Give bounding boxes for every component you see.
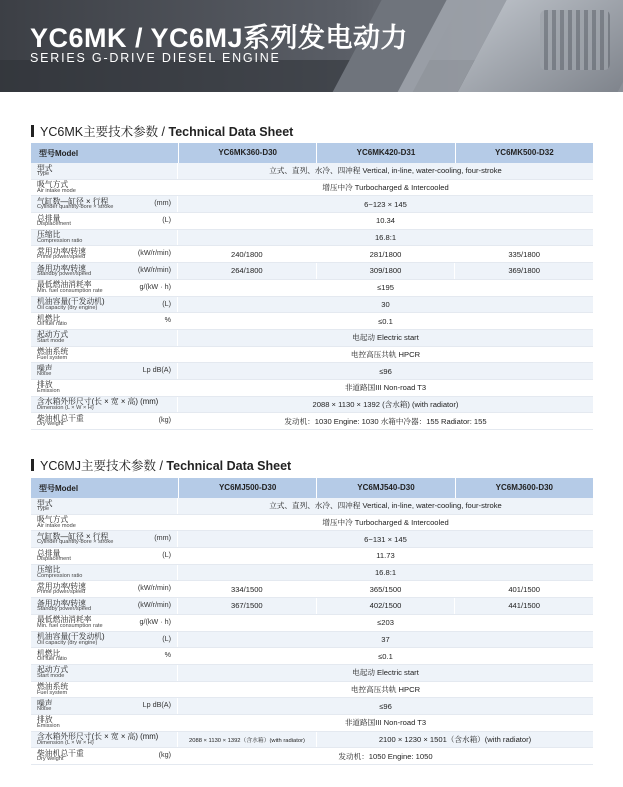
row-label-cn: 型式 [37, 163, 53, 173]
row-value: 电起动 Electric start [352, 333, 419, 343]
section-title-yc6mk [31, 122, 293, 140]
row-label-cn: 常用功率/转速 [37, 246, 86, 256]
row-unit: (L) [162, 215, 171, 225]
row-label [31, 531, 178, 547]
row-label [31, 363, 178, 379]
table-row [31, 615, 593, 632]
row-label-en: Dimension (L × W × H) [37, 739, 94, 746]
row-label [31, 665, 178, 681]
row-label [31, 330, 178, 346]
row-label-en: Cylinder quantity-bore × stroke [37, 539, 114, 546]
table-header [31, 478, 593, 498]
table-row [31, 330, 593, 347]
row-label-cn: 最低燃油消耗率 [37, 280, 92, 290]
table-row [31, 715, 593, 732]
row-unit: Lp dB(A) [142, 700, 171, 710]
row-label-cn: 压缩比 [37, 230, 61, 240]
row-value: 365/1500 [317, 581, 456, 597]
row-label-cn: 总排量 [37, 548, 61, 558]
table-row [31, 213, 593, 230]
row-label-cn: 机油容量(干发动机) [37, 297, 105, 306]
row-label [31, 213, 178, 229]
row-label-en: Emission [37, 722, 60, 729]
row-unit: (kW/r/min) [137, 265, 171, 275]
row-label-en: Cylinder quantity-bore × stroke [37, 204, 114, 211]
row-label-cn: 气缸数—缸径 × 行程 [37, 531, 109, 541]
spec-table-yc6mk [31, 143, 593, 430]
row-label-cn: 含水箱外形尺寸(长 × 宽 × 高) (mm) [37, 732, 159, 742]
row-label-cn: 起动方式 [37, 665, 69, 675]
row-label-en: Start mode [37, 337, 65, 344]
table-row [31, 413, 593, 430]
row-label-cn: 排放 [37, 380, 53, 390]
section-title-en: Technical Data Sheet [166, 459, 292, 473]
row-value: 369/1800 [508, 266, 541, 276]
table-row [31, 498, 593, 515]
row-label-en: Fuel system [37, 689, 68, 696]
table-row [31, 280, 593, 297]
row-unit: g/(kW · h) [139, 281, 171, 291]
row-label [31, 263, 178, 279]
row-label [31, 565, 178, 581]
row-label [31, 230, 178, 246]
row-label-cn: 吸气方式 [37, 515, 69, 525]
row-unit: g/(kW · h) [139, 616, 171, 626]
row-value: 增压中冷 Turbocharged & Intercooled [322, 183, 449, 193]
row-label [31, 413, 178, 429]
row-label-en: Dry weight [37, 421, 64, 428]
row-value: 电起动 Electric start [352, 668, 419, 678]
header-label: 型号Model [39, 483, 79, 493]
section-marker [31, 125, 34, 137]
table-row [31, 515, 593, 532]
row-value: 402/1500 [317, 598, 456, 614]
row-label-cn: 排放 [37, 715, 53, 725]
row-value: 401/1500 [508, 584, 541, 594]
row-label-cn: 最低燃油消耗率 [37, 615, 92, 625]
section-title-yc6mj [31, 456, 291, 474]
row-label-en: Oil capacity (dry engine) [37, 639, 98, 646]
row-label [31, 615, 178, 631]
row-value: 非道路国III Non-road T3 [344, 383, 427, 393]
row-label [31, 313, 178, 329]
row-label-cn: 起动方式 [37, 330, 69, 340]
row-label-en: Start mode [37, 672, 65, 679]
row-label [31, 698, 178, 714]
row-value: 335/1800 [508, 249, 541, 259]
row-unit: (kg) [158, 415, 171, 425]
row-label [31, 280, 178, 296]
spec-table-yc6mj [31, 478, 593, 765]
table-row [31, 163, 593, 180]
table-row [31, 682, 593, 699]
row-label-cn: 燃油系统 [37, 347, 69, 357]
row-label-en: Oil capacity (dry engine) [37, 304, 98, 311]
table-row [31, 648, 593, 665]
row-unit: (L) [162, 550, 171, 560]
row-label-cn: 噪声 [37, 698, 53, 708]
row-label-cn: 柴油机总干重 [37, 748, 84, 758]
row-value: 2088 × 1130 × 1392 (含水箱) (with radiator) [312, 399, 459, 409]
row-unit: (L) [162, 298, 171, 308]
row-label-cn: 型式 [37, 498, 53, 508]
row-value: 立式、直列、水冷、四冲程 Vertical, in-line, water-cooling, four-stroke [269, 166, 502, 176]
row-label-en: Compression ratio [37, 237, 83, 244]
row-label-en: Min. fuel consumption rate [37, 622, 103, 629]
row-label-cn: 气缸数—缸径 × 行程 [37, 196, 109, 206]
row-label-en: Noise [37, 371, 52, 378]
engine-image [540, 10, 610, 70]
row-value: ≤96 [379, 701, 392, 711]
row-value: 6−131 × 145 [364, 534, 407, 544]
row-label-en: Standby power/speed [37, 606, 92, 613]
row-value: 2088 × 1130 × 1392（含水箱）(with radiator) [178, 732, 317, 748]
row-unit: (kW/r/min) [137, 583, 171, 593]
model-column-header: YC6MJ500-D30 [178, 478, 316, 498]
row-label-en: Min. fuel consumption rate [37, 287, 103, 294]
row-label-en: Emission [37, 387, 60, 394]
row-value: 10.34 [375, 216, 395, 226]
table-row [31, 748, 593, 765]
model-column-header: YC6MK420-D31 [316, 143, 454, 163]
row-label-cn: 吸气方式 [37, 180, 69, 190]
row-label [31, 632, 178, 648]
table-row [31, 581, 593, 598]
row-label-cn: 含水箱外形尺寸(长 × 宽 × 高) (mm) [37, 397, 159, 407]
table-row [31, 698, 593, 715]
row-value: 240/1800 [178, 246, 317, 262]
row-label [31, 163, 178, 179]
row-label-en: Prime power/speed [37, 254, 86, 261]
row-label-en: Type [37, 506, 50, 512]
row-value: 264/1800 [178, 263, 317, 279]
table-row [31, 230, 593, 247]
table-row [31, 632, 593, 649]
row-value: 立式、直列、水冷、四冲程 Vertical, in-line, water-cooling, four-stroke [269, 501, 502, 511]
row-value: 16.8:1 [374, 568, 397, 578]
row-value: 441/1500 [508, 601, 541, 611]
table-row [31, 397, 593, 414]
row-value: 2100 × 1230 × 1501（含水箱）(with radiator) [378, 734, 532, 744]
table-row [31, 180, 593, 197]
row-label-cn: 机燃比 [37, 648, 61, 658]
row-value: ≤0.1 [378, 316, 393, 326]
row-label-en: Oil fuel ratio [37, 321, 67, 328]
table-row [31, 732, 593, 749]
table-row [31, 263, 593, 280]
row-label [31, 397, 178, 413]
row-unit: (mm) [154, 198, 171, 208]
row-label [31, 297, 178, 313]
section-marker [31, 459, 34, 471]
row-label [31, 581, 178, 597]
row-label [31, 246, 178, 262]
row-unit: (kW/r/min) [137, 248, 171, 258]
table-row [31, 347, 593, 364]
row-value: ≤195 [377, 283, 394, 293]
row-value: 367/1500 [178, 598, 317, 614]
row-label-en: Fuel system [37, 354, 68, 361]
table-row [31, 380, 593, 397]
row-label [31, 548, 178, 564]
header-label: 型号Model [39, 148, 79, 158]
row-label [31, 598, 178, 614]
model-column-header: YC6MK500-D32 [455, 143, 593, 163]
row-label-en: Oil fuel ratio [37, 656, 67, 663]
row-value: ≤0.1 [378, 651, 393, 661]
row-label [31, 732, 178, 748]
row-label-en: Displacement [37, 556, 71, 563]
page-banner [0, 0, 623, 92]
row-label-cn: 备用功率/转速 [37, 598, 86, 608]
row-unit: (mm) [154, 533, 171, 543]
banner-title: YC6MK / YC6MJ系列发电动力 [30, 23, 409, 53]
row-value: 309/1800 [317, 263, 456, 279]
row-label [31, 347, 178, 363]
row-value: 11.73 [376, 551, 395, 561]
row-value: ≤96 [379, 366, 392, 376]
row-value: 30 [381, 299, 390, 309]
model-column-header: YC6MK360-D30 [178, 143, 316, 163]
row-label-cn: 机燃比 [37, 313, 61, 323]
row-label [31, 682, 178, 698]
table-row [31, 565, 593, 582]
row-label-cn: 常用功率/转速 [37, 581, 86, 591]
row-label-en: Type [37, 171, 50, 177]
table-row [31, 363, 593, 380]
row-label-en: Air intake mode [37, 187, 76, 194]
row-unit: (kW/r/min) [137, 600, 171, 610]
row-value: 334/1500 [178, 581, 317, 597]
row-label-en: Compression ratio [37, 572, 83, 579]
row-value: 发动机：1030 Engine: 1030 水箱中冷器：155 Radiator: 155 [284, 416, 487, 426]
row-unit: % [164, 650, 171, 660]
row-value: 281/1800 [317, 246, 456, 262]
row-value: ≤203 [377, 618, 394, 628]
row-label [31, 748, 178, 764]
row-label-en: Dry weight [37, 756, 64, 763]
table-row [31, 297, 593, 314]
row-label-cn: 柴油机总干重 [37, 413, 84, 423]
banner-subtitle: SERIES G-DRIVE DIESEL ENGINE [30, 51, 281, 65]
row-label-en: Air intake mode [37, 522, 76, 529]
row-unit: Lp dB(A) [142, 365, 171, 375]
table-header [31, 143, 593, 163]
row-label-en: Displacement [37, 221, 71, 228]
row-value: 发动机：1050 Engine: 1050 [338, 751, 433, 761]
row-label-en: Prime power/speed [37, 589, 86, 596]
row-value: 37 [381, 634, 390, 644]
row-label-cn: 噪声 [37, 363, 53, 373]
row-label [31, 648, 178, 664]
row-value: 电控高压共轨 HPCR [350, 684, 421, 694]
row-label [31, 196, 178, 212]
row-value: 电控高压共轨 HPCR [350, 349, 421, 359]
row-label [31, 715, 178, 731]
table-row [31, 665, 593, 682]
table-row [31, 196, 593, 213]
row-label-cn: 燃油系统 [37, 682, 69, 692]
row-value: 6−123 × 145 [364, 199, 407, 209]
row-label-cn: 总排量 [37, 213, 61, 223]
section-title-cn: YC6MK主要技术参数 / [40, 125, 169, 139]
row-label [31, 498, 178, 514]
row-label-en: Noise [37, 706, 52, 713]
section-title-cn: YC6MJ主要技术参数 / [40, 459, 167, 473]
row-unit: (L) [162, 633, 171, 643]
row-label-en: Standby power/speed [37, 271, 92, 278]
section-title-en: Technical Data Sheet [168, 125, 294, 139]
table-row [31, 548, 593, 565]
row-unit: % [164, 315, 171, 325]
model-column-header: YC6MJ600-D30 [455, 478, 593, 498]
row-label-cn: 机油容量(干发动机) [37, 632, 105, 641]
row-value: 16.8:1 [374, 233, 397, 243]
table-row [31, 313, 593, 330]
row-label [31, 180, 178, 196]
row-label [31, 515, 178, 531]
model-column-header: YC6MJ540-D30 [316, 478, 454, 498]
table-row [31, 246, 593, 263]
row-value: 非道路国III Non-road T3 [344, 718, 427, 728]
row-label-en: Dimension (L × W × H) [37, 404, 94, 411]
row-label-cn: 压缩比 [37, 565, 61, 575]
row-label-cn: 备用功率/转速 [37, 263, 86, 273]
row-value: 增压中冷 Turbocharged & Intercooled [322, 518, 449, 528]
row-label [31, 380, 178, 396]
table-row [31, 531, 593, 548]
row-unit: (kg) [158, 750, 171, 760]
table-row [31, 598, 593, 615]
